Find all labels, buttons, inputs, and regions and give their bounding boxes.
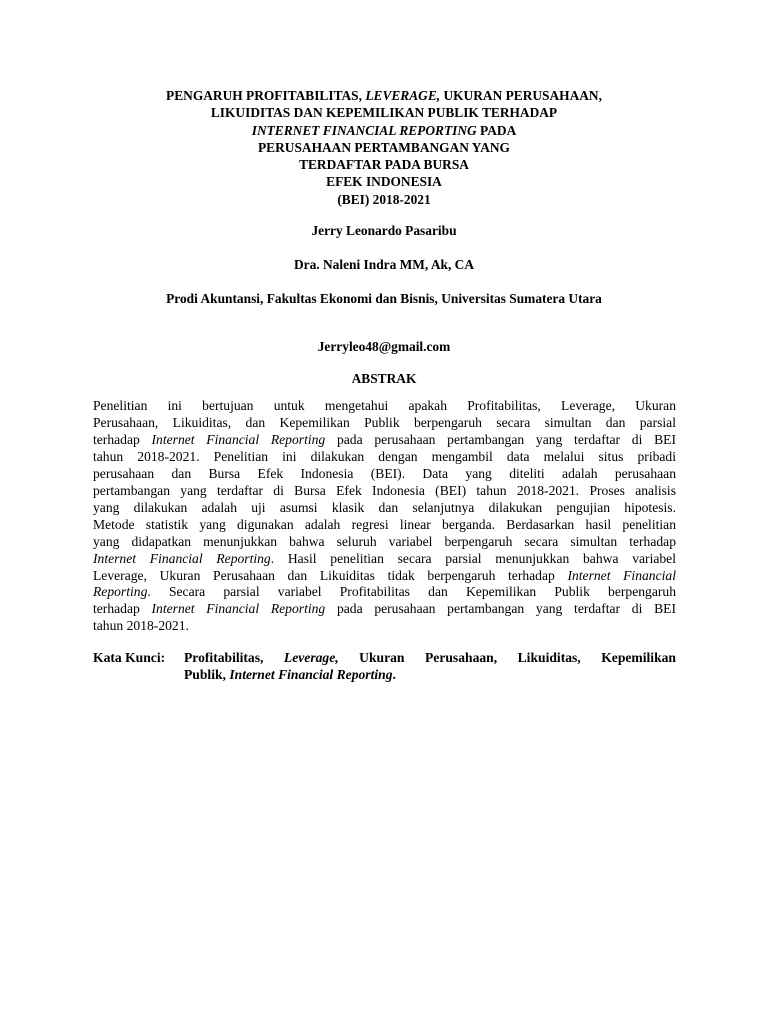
abstract-text: . Hasil penelitian secara parsial menunjukkan bahwa variabel [270, 550, 676, 566]
keywords-line [184, 649, 676, 666]
abstract-line [93, 601, 676, 618]
abstract-line [93, 551, 676, 568]
keyword-italic: Leverage, [283, 650, 339, 665]
abstract-italic: Internet Financial Reporting [151, 431, 326, 447]
abstract-heading: ABSTRAK [351, 371, 417, 386]
abstract-line [93, 432, 676, 449]
abstract-line: tahun 2018-2021. Penelitian ini dilakukan dengan mengambil data melalui situs pribadi [93, 448, 676, 464]
title-text: PENGARUH PROFITABILITAS, [166, 88, 366, 103]
keyword-text: Publik, [184, 667, 230, 682]
abstract-text: terhadap [93, 431, 152, 447]
abstract-italic: Internet Financial Reporting [93, 550, 271, 566]
paper-title [0, 87, 768, 208]
title-italic-ifr: INTERNET FINANCIAL REPORTING [251, 122, 477, 138]
abstract-italic: Internet Financial Reporting [151, 601, 326, 617]
keywords-list [184, 649, 676, 683]
keyword-text: Ukuran Perusahaan, Likuiditas, Kepemilikan [338, 650, 676, 665]
title-line-5: TERDAFTAR PADA BURSA [299, 157, 469, 173]
title-line-4: PERUSAHAAN PERTAMBANGAN YANG [258, 139, 510, 155]
abstract-paragraph [93, 398, 676, 635]
abstract-line: tahun 2018-2021. [93, 618, 189, 634]
affiliation: Prodi Akuntansi, Fakultas Ekonomi dan Bisnis, Universitas Sumatera Utara [166, 291, 602, 306]
author-email: Jerryleo48@gmail.com [317, 339, 451, 354]
supervisor-name: Dra. Naleni Indra MM, Ak, CA [293, 257, 475, 272]
abstract-text: pada perusahaan pertambangan yang terdaftar di BEI [325, 431, 676, 447]
title-line-1 [0, 87, 768, 104]
keyword-text: . [392, 667, 396, 682]
title-text: UKURAN PERUSAHAAN, [440, 88, 602, 103]
title-italic-leverage: LEVERAGE, [365, 88, 441, 103]
title-line-2: LIKUIDITAS DAN KEPEMILIKAN PUBLIK TERHADAP [210, 105, 558, 121]
keywords-line [184, 666, 676, 683]
abstract-line [93, 568, 676, 585]
abstract-line: perusahaan dan Bursa Efek Indonesia (BEI). Data yang diteliti adalah perusahaan [93, 465, 676, 481]
title-line-6: EFEK INDONESIA [326, 174, 442, 190]
abstract-line: pertambangan yang terdaftar di Bursa Efek Indonesia (BEI) tahun 2018-2021. Proses analisis [93, 482, 676, 498]
abstract-line: Metode statistik yang digunakan adalah regresi linear berganda. Berdasarkan hasil penelitian [93, 516, 676, 532]
keyword-italic: Internet Financial Reporting [229, 667, 393, 682]
abstract-text: Leverage, Ukuran Perusahaan dan Likuiditas tidak berpengaruh terhadap [93, 567, 568, 583]
abstract-line: yang didapatkan menunjukkan bahwa seluruh variabel berpengaruh secara simultan terhadap [93, 533, 676, 549]
title-line-7: (BEI) 2018-2021 [337, 191, 431, 207]
abstract-italic: Internet Financial [567, 567, 676, 583]
abstract-line: Perusahaan, Likuiditas, dan Kepemilikan Publik berpengaruh secara simultan dan parsial [93, 414, 676, 430]
title-text: PADA [476, 122, 517, 138]
abstract-text: . Secara parsial variabel Profitabilitas dan Kepemilikan Publik berpengaruh [147, 584, 676, 600]
abstract-line [93, 584, 676, 601]
abstract-line: yang dilakukan adalah uji asumsi klasik dan selanjutnya dilakukan pengujian hipotesis. [93, 499, 676, 515]
abstract-italic: Reporting [93, 584, 148, 600]
title-line-3 [0, 122, 768, 139]
abstract-text: terhadap [93, 601, 152, 617]
abstract-line: Penelitian ini bertujuan untuk mengetahui apakah Profitabilitas, Leverage, Ukuran [93, 398, 676, 413]
keyword-text: Profitabilitas, [184, 650, 284, 665]
abstract-text: pada perusahaan pertambangan yang terdaftar di BEI [325, 601, 676, 617]
keywords-label: Kata Kunci: [93, 650, 166, 665]
author-name: Jerry Leonardo Pasaribu [311, 223, 457, 238]
